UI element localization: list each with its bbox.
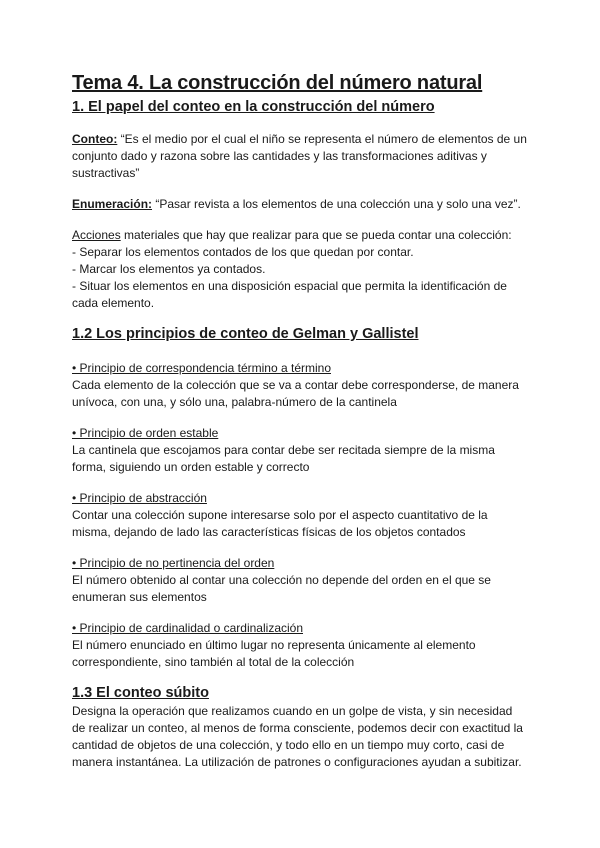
principle-title: • Principio de correspondencia término a término xyxy=(72,361,331,375)
section-heading-3: 1.3 El conteo súbito xyxy=(72,685,209,701)
enumeracion-label: Enumeración: xyxy=(72,197,153,211)
enumeracion-paragraph xyxy=(72,196,528,213)
section-heading-1: 1. El papel del conteo en la construcción del número xyxy=(72,99,435,115)
principle-title: • Principio de abstracción xyxy=(72,491,207,505)
acciones-text: materiales que hay que realizar para que se pueda contar una colección: xyxy=(120,228,512,242)
principle-text: Cada elemento de la colección que se va a contar debe corresponderse, de manera unívoca, con una, y sólo una, palabra-número de la cantinela xyxy=(72,378,519,409)
subito-paragraph: Designa la operación que realizamos cuando en un golpe de vista, y sin necesidad de realizar un conteo, al menos de forma consciente, podemos decir con exactitud la cantidad de objetos de una colección, y todo ello en un tiempo muy corto, casi de manera instantánea. La utilización de patrones o configuraciones ayudan a subitizar. xyxy=(72,704,523,769)
principle-text: Contar una colección supone interesarse solo por el aspecto cuantitativo de la misma, dejando de lado las características físicas de los objetos contados xyxy=(72,508,488,539)
acciones-item: - Separar los elementos contados de los que quedan por contar. xyxy=(72,245,414,259)
principle-text: El número obtenido al contar una colección no depende del orden en el que se enumeran sus elementos xyxy=(72,573,491,604)
acciones-label: Acciones xyxy=(72,228,121,242)
acciones-item: - Situar los elementos en una disposición espacial que permita la identificación de cada elemento. xyxy=(72,279,507,310)
enumeracion-text: “Pasar revista a los elementos de una colección una y solo una vez”. xyxy=(152,197,521,211)
principle-title: • Principio de cardinalidad o cardinalización xyxy=(72,621,303,635)
conteo-label: Conteo: xyxy=(72,132,118,146)
acciones-paragraph xyxy=(72,227,528,244)
principle-text: La cantinela que escojamos para contar debe ser recitada siempre de la misma forma, siguiendo un orden estable y correcto xyxy=(72,443,495,474)
conteo-paragraph xyxy=(72,131,528,182)
page-title: Tema 4. La construcción del número natural xyxy=(72,72,483,94)
conteo-text: “Es el medio por el cual el niño se representa el número de elementos de un conjunto dado y razona sobre las cantidades y las transformaciones aditivas y sustractivas” xyxy=(72,132,527,180)
principle-title: • Principio de no pertinencia del orden xyxy=(72,556,275,570)
principle-title: • Principio de orden estable xyxy=(72,426,219,440)
acciones-item: - Marcar los elementos ya contados. xyxy=(72,262,266,276)
principle-text: El número enunciado en último lugar no representa únicamente al elemento correspondiente, sino también al total de la colección xyxy=(72,638,476,669)
section-heading-2: 1.2 Los principios de conteo de Gelman y Gallistel xyxy=(72,326,419,342)
